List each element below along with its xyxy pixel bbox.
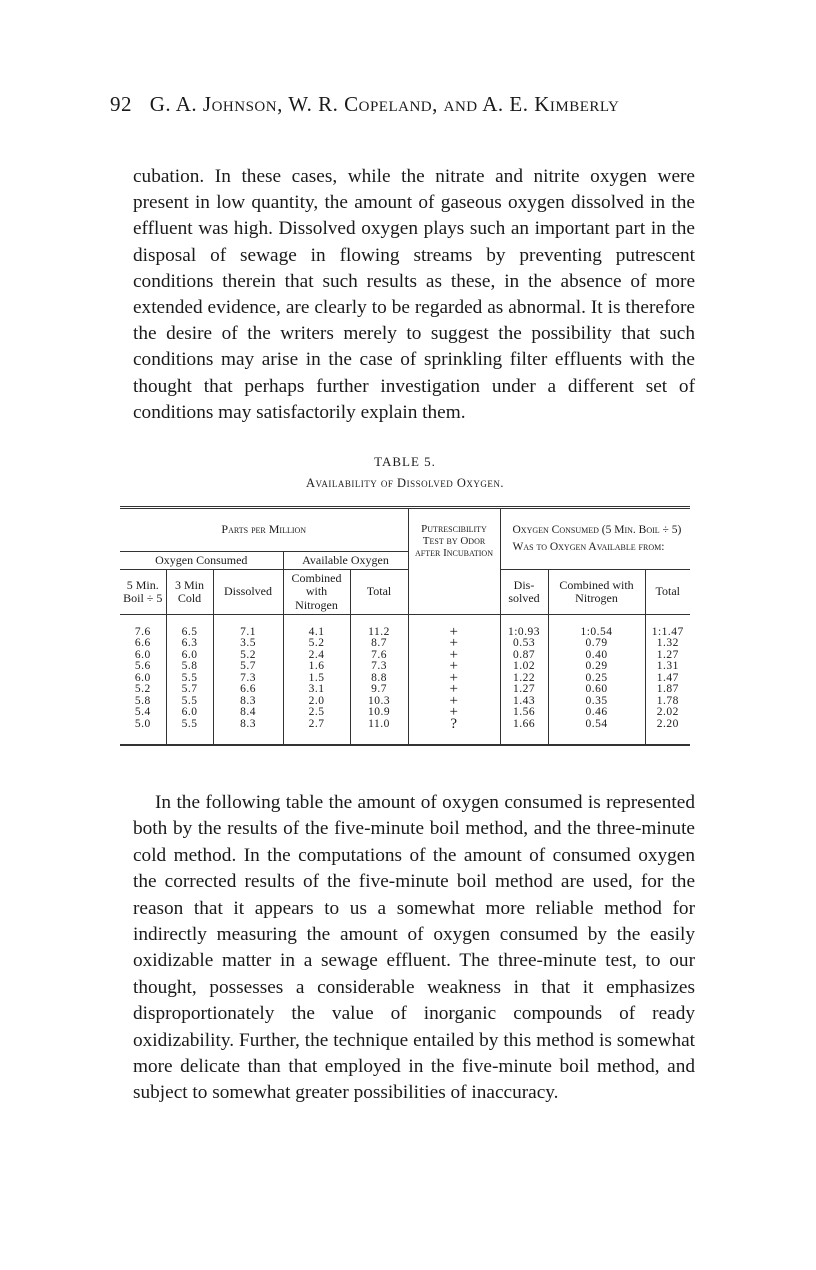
table-cell: + xyxy=(408,696,500,708)
table-cell: 0.46 xyxy=(548,707,645,719)
col-ratio-dissolved: Dis-solved xyxy=(500,570,548,615)
authors: G. A. Johnson, W. R. Copeland, and A. E. Kimberly xyxy=(149,92,620,116)
table-cell: 10.9 xyxy=(350,707,408,719)
table-cell: + xyxy=(408,638,500,650)
running-header xyxy=(110,92,690,117)
table-cell: 0.35 xyxy=(548,696,645,708)
table-cell: 1:0.54 xyxy=(548,614,645,638)
table-cell: + xyxy=(408,684,500,696)
table-cell: 1.27 xyxy=(645,650,690,662)
table-cell: 5.5 xyxy=(166,673,213,685)
table-subtitle: Availability of Dissolved Oxygen. xyxy=(305,476,505,490)
table-title: TABLE 5. xyxy=(374,454,436,469)
table-cell: + xyxy=(408,673,500,685)
table-cell: 6.6 xyxy=(134,637,151,650)
table-cell: 1.56 xyxy=(500,707,548,719)
table-cell: 0.54 xyxy=(548,719,645,746)
table-cell: 2.02 xyxy=(645,707,690,719)
header-parts-per-million: Parts per Million xyxy=(120,508,408,552)
table-cell: 1:1.47 xyxy=(645,614,690,638)
oxygen-table xyxy=(120,506,690,746)
table-cell: 2.5 xyxy=(283,707,350,719)
col-total: Total xyxy=(350,570,408,615)
table-cell: 5.2 xyxy=(213,650,283,662)
table-cell: 7.1 xyxy=(213,614,283,638)
table-cell: 5.7 xyxy=(213,661,283,673)
table-cell: 1.78 xyxy=(645,696,690,708)
table-cell: 1:0.93 xyxy=(500,614,548,638)
table-cell: 2.20 xyxy=(645,719,690,746)
table-cell: 7.3 xyxy=(213,673,283,685)
table-cell: 1.02 xyxy=(500,661,548,673)
table-cell: 3.5 xyxy=(213,638,283,650)
table-row xyxy=(120,614,690,638)
table-cell: 5.0 xyxy=(134,717,151,730)
col-combined-nitrogen: Combined with Nitrogen xyxy=(283,570,350,615)
table-cell: 2.7 xyxy=(283,719,350,746)
table-cell: 5.8 xyxy=(166,661,213,673)
col-dissolved: Dissolved xyxy=(213,570,283,615)
paragraph-2-text: In the following table the amount of oxygen consumed is represented both by the results of the five-minute boil method, and the three-minute cold method. In the computations of the amount of consumed oxygen the corrected results of the five-minute boil method are used, for the reason that it appears to us a somewhat more reliable method for indirectly measuring the amount of oxygen consumed by the easily oxidizable matter in a sewage effluent. The three-minute test, to our thought, possesses a considerable weakness in that it emphasizes disproportionately the value of inorganic compounds of ready oxidizability. Further, the technique entailed by this method is somewhat more delicate than that employed in the five-minute boil method, and subject to somewhat greater possibilities of inaccuracy. xyxy=(133,792,695,1104)
table-cell: 6.0 xyxy=(166,650,213,662)
table-cell: 6.6 xyxy=(213,684,283,696)
table-cell: ? xyxy=(408,719,500,746)
col-ratio-combined: Combined with Nitrogen xyxy=(548,570,645,615)
table-cell: 0.60 xyxy=(548,684,645,696)
table-cell: 8.7 xyxy=(350,638,408,650)
table-cell: 5.8 xyxy=(134,694,151,707)
table-cell: 10.3 xyxy=(350,696,408,708)
table-cell: 5.2 xyxy=(283,638,350,650)
table-cell: 3.1 xyxy=(283,684,350,696)
table-cell: 0.25 xyxy=(548,673,645,685)
table-cell: + xyxy=(408,614,500,638)
table-cell: 6.0 xyxy=(134,671,151,684)
table-cell: 5.7 xyxy=(166,684,213,696)
table-cell: 1.43 xyxy=(500,696,548,708)
paragraph-1: cubation. In these cases, while the nitrate and nitrite oxygen were present in low quantity, the amount of gaseous oxygen dissolved in the effluent was high. Dissolved oxygen plays such an important part in the disposal of sewage in flowing streams by preventing putrescent conditions therein that such results as these, in the absence of more extended evidence, are clearly to be regarded as abnormal. It is therefore the desire of the writers merely to suggest the possibility that such conditions may arise in the case of sprinkling filter effluents with the thought that perhaps further investigation under a different set of conditions may satisfactorily explain them. xyxy=(133,166,695,423)
table-cell: 8.3 xyxy=(213,719,283,746)
table-cell: 5.6 xyxy=(134,660,151,673)
table-cell: + xyxy=(408,661,500,673)
table-cell: 2.0 xyxy=(283,696,350,708)
table-cell: 5.2 xyxy=(134,683,151,696)
paragraph-2 xyxy=(133,790,695,1107)
header-oxygen-consumed: Oxygen Consumed xyxy=(120,552,283,570)
table-cell: 1.6 xyxy=(283,661,350,673)
table-cell: 8.8 xyxy=(350,673,408,685)
table-cell: 5.5 xyxy=(166,719,213,746)
col-5min-boil: 5 Min. Boil ÷ 5 xyxy=(120,570,166,615)
table-cell: 11.0 xyxy=(350,719,408,746)
table-cell: 7.6 xyxy=(134,625,151,638)
table-cell: 1.66 xyxy=(500,719,548,746)
header-ratio: Oxygen Consumed (5 Min. Boil ÷ 5) Was to Oxygen Available from: xyxy=(500,508,690,570)
table-cell: 1.32 xyxy=(645,638,690,650)
table-cell: 5.5 xyxy=(166,696,213,708)
table-cell: 6.0 xyxy=(166,707,213,719)
table-cell: 6.5 xyxy=(166,614,213,638)
page-number: 92 xyxy=(110,92,132,116)
table-cell: 1.31 xyxy=(645,661,690,673)
table-cell: 0.29 xyxy=(548,661,645,673)
header-available-oxygen: Available Oxygen xyxy=(283,552,408,570)
table-cell: 7.6 xyxy=(350,650,408,662)
header-putrescibility: Putrescibility Test by Odor after Incubation xyxy=(408,508,500,615)
table-cell: 0.79 xyxy=(548,638,645,650)
table-cell: 1.47 xyxy=(645,673,690,685)
col-ratio-total: Total xyxy=(645,570,690,615)
table-cell: 1.87 xyxy=(645,684,690,696)
table-cell: 0.87 xyxy=(500,650,548,662)
table-cell: 7.3 xyxy=(350,661,408,673)
table-cell: 0.40 xyxy=(548,650,645,662)
table-cell: 6.0 xyxy=(134,648,151,661)
table-cell: 8.3 xyxy=(213,696,283,708)
table-cell: 11.2 xyxy=(350,614,408,638)
table-cell: + xyxy=(408,650,500,662)
table-cell: 9.7 xyxy=(350,684,408,696)
table-cell: 8.4 xyxy=(213,707,283,719)
table-cell: 1.22 xyxy=(500,673,548,685)
table-cell: 6.3 xyxy=(166,638,213,650)
table-cell: 0.53 xyxy=(500,638,548,650)
table-cell: + xyxy=(408,707,500,719)
table-cell: 1.27 xyxy=(500,684,548,696)
table-cell: 4.1 xyxy=(283,614,350,638)
table-cell: 2.4 xyxy=(283,650,350,662)
table-row xyxy=(120,719,690,746)
table-cell: 1.5 xyxy=(283,673,350,685)
table-body xyxy=(120,614,690,745)
col-3min-cold: 3 Min Cold xyxy=(166,570,213,615)
table-cell: 5.4 xyxy=(134,706,151,719)
